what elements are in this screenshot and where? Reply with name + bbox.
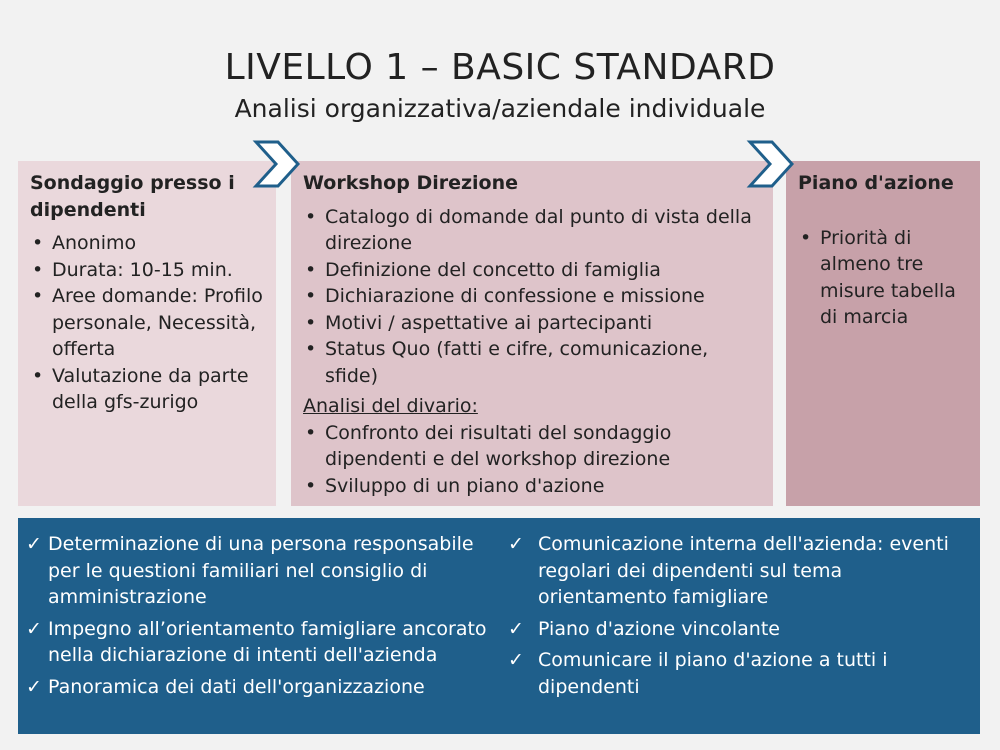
requirements-right-column [508,531,968,705]
chevron-right-icon [746,140,794,188]
page-title: LIVELLO 1 – BASIC STANDARD [224,47,776,88]
requirement-text: Impegno all’orientamento famigliare ancorato nella dichiarazione di intenti dell'azienda [48,617,487,666]
list-item: • Priorità di almeno tre misure tabella di marcia [798,225,970,331]
requirements-left-column [26,531,492,705]
gap-analysis-list [303,420,763,500]
survey-box [18,161,276,506]
list-item: • Status Quo (fatti e cifre, comunicazione, sfide) [303,336,763,389]
workshop-heading: Workshop Direzione [303,172,519,194]
requirement-text: Comunicare il piano d'azione a tutti i dipendenti [538,649,888,698]
list-item [508,531,968,611]
list-item: • Aree domande: Profilo personale, Necessità, offerta [30,283,266,363]
list-item: • Sviluppo di un piano d'azione [303,473,763,500]
requirement-text: Comunicazione interna dell'azienda: eventi regolari dei dipendenti sul tema orientamento famigliare [538,533,949,608]
list-item [26,616,492,669]
chevron-right-icon [252,140,300,188]
list-item: • Confronto dei risultati del sondaggio dipendenti e del workshop direzione [303,420,763,473]
list-item: • Dichiarazione di confessione e missione [303,283,763,310]
list-item: • Valutazione da parte della gfs-zurigo [30,363,266,416]
action-plan-box [786,161,980,506]
checkmark-icon: ✓ [508,649,524,671]
requirement-text: Panoramica dei dati dell'organizzazione [48,675,425,698]
survey-heading: Sondaggio presso i dipendenti [30,172,235,221]
list-item: • Anonimo [30,230,266,257]
checkmark-icon: ✓ [508,617,524,640]
list-item [26,674,492,701]
checkmark-icon: ✓ [26,617,42,640]
list-item [508,647,968,700]
workshop-list [303,204,763,390]
list-item [508,616,968,643]
list-item: • Durata: 10-15 min. [30,257,266,284]
requirement-text: Determinazione di una persona responsabile per le questioni familiari nel consiglio di amministrazione [48,533,474,608]
workshop-box [291,161,773,506]
checkmark-icon: ✓ [508,533,524,555]
list-item [26,531,492,611]
page-subtitle: Analisi organizzativa/aziendale individuale [234,94,766,123]
requirements-panel [18,518,980,734]
checkmark-icon: ✓ [26,675,42,698]
survey-list [30,230,266,416]
action-plan-list [798,225,970,331]
requirement-text: Piano d'azione vincolante [538,617,780,640]
list-item: • Motivi / aspettative ai partecipanti [303,310,763,337]
gap-analysis-label: Analisi del divario: [303,395,478,417]
checkmark-icon: ✓ [26,533,42,555]
list-item: • Catalogo di domande dal punto di vista della direzione [303,204,763,257]
list-item: • Definizione del concetto di famiglia [303,257,763,284]
action-plan-heading: Piano d'azione [798,172,954,194]
